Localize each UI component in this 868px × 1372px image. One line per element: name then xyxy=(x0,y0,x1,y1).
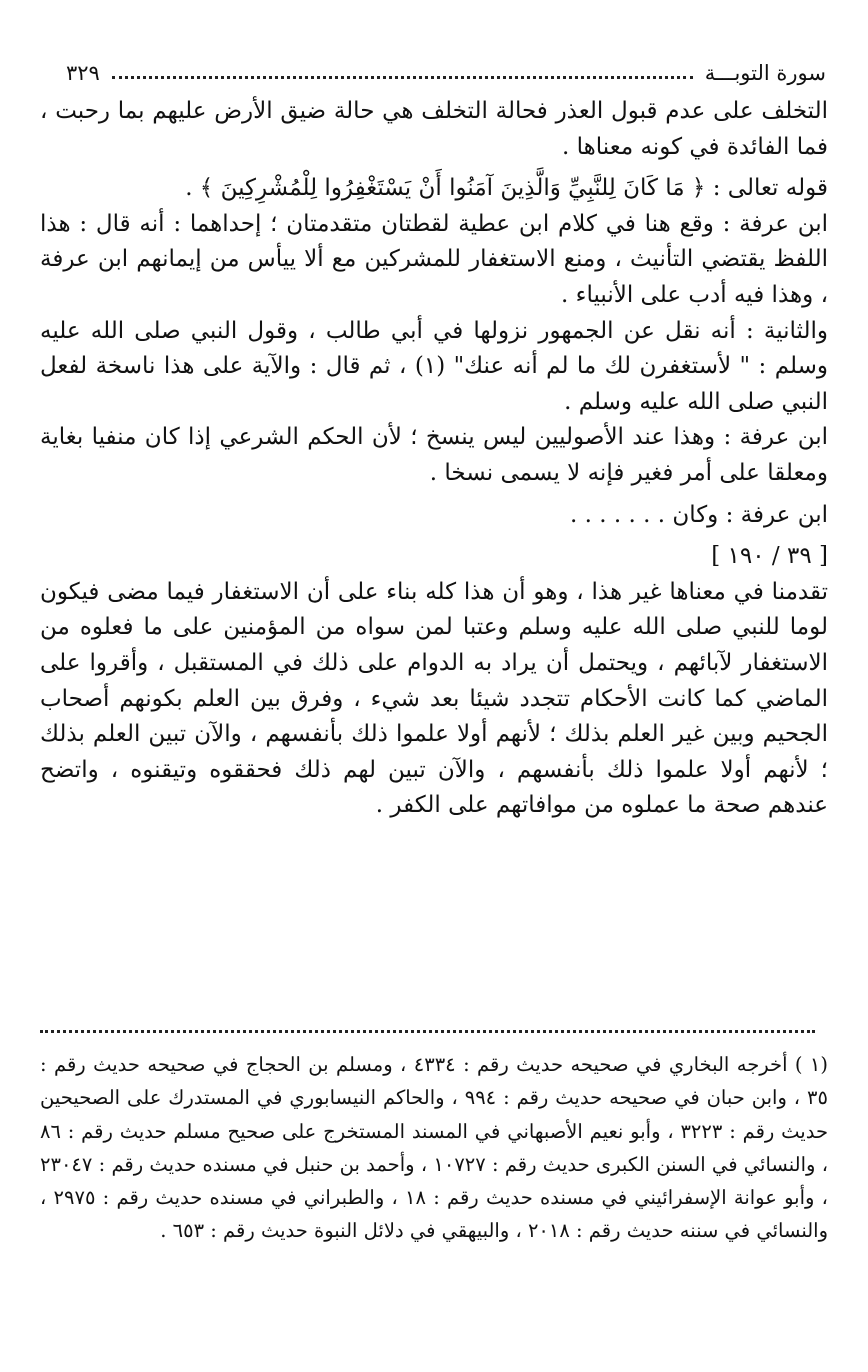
paragraph-commentary: تقدمنا في معناها غير هذا ، وهو أن هذا كله بناء على أن الاستغفار فيما مضى فيكون لوما للنبي صلى الله عليه وسلم وعتبا لمن سواه من المؤمنين على ما فعلوه من الاستغفار لآبائهم ، ويحتمل أن يراد به الدوام على ذلك في المستقبل ، وأقروا على الماضي كما كانت الأحكام تتجدد شيئا بعد شيء ، وفرق بين العلم بكونهم أصحاب الجحيم وبين غير العلم بذلك ؛ لأنهم أولا علموا ذلك بأنفسهم ، والآن تبين العلم بذلك ؛ لأنهم أولا علموا ذلك بأنفسهم ، والآن تبين لهم ذلك فحققوه وتيقنوه ، واتضح عندهم صحة ما عملوه من موافاتهم على الكفر . xyxy=(40,578,828,819)
page-number: ٣٢٩ xyxy=(66,61,100,85)
paragraph-ibn-arafa-3: ابن عرفة : وكان . . . . . . . xyxy=(569,501,828,528)
paragraph-ibn-arafa-2: ابن عرفة : وهذا عند الأصوليين ليس ينسخ ؛ لأن الحكم الشرعي إذا كان منفيا بغاية ومعلقا على أمر فغير فإنه لا يسمى نسخا . xyxy=(40,424,828,486)
footnote: (١ ) أخرجه البخاري في صحيحه حديث رقم : ٤٣٣٤ ، ومسلم بن الحجاج في صحيحه حديث رقم : ٣٥ ، وابن حبان في صحيحه حديث رقم : ٩٩٤ ، والحاكم النيسابوري في المستدرك على الصحيحين حديث رقم : ٣٢٢٣ ، وأبو نعيم الأصبهاني في المسند المستخرج على صحيح مسلم حديث رقم : ٨٦ ، والنسائي في السنن الكبرى حديث رقم : ١٠٧٢٧ ، وأحمد بن حنبل في مسنده حديث رقم : ٢٣٠٤٧ ، وأبو عوانة الإسفرائيني في مسنده حديث رقم : ١٨ ، والطبراني في مسنده حديث رقم : ٢٩٧٥ ، والنسائي في سننه حديث رقم : ٢٠١٨ ، والبيهقي في دلائل النبوة حديث رقم : ٦٥٣ . xyxy=(40,1053,828,1243)
manuscript-reference: [ ٣٩ / ١٩٠ ] xyxy=(711,543,828,570)
verse-quote: قوله تعالى : ﴿ مَا كَانَ لِلنَّبِيِّ وَالَّذِينَ آمَنُوا أَنْ يَسْتَغْفِرُوا لِلْمُشْرِكِينَ ﴾ . xyxy=(185,175,828,202)
paragraph-ibn-arafa-1: ابن عرفة : وقع هنا في كلام ابن عطية لقطتان متقدمتان ؛ إحداهما : أنه قال : هذا اللفظ يقتضي التأنيث ، ومنع الاستغفار للمشركين مع ألا ييأس من إيمانهم ابن عرفة ، وهذا فيه أدب على الأنبياء . xyxy=(40,210,828,308)
paragraph-1: التخلف على عدم قبول العذر فحالة التخلف هي حالة ضيق الأرض عليهم بما رحبت ، فما الفائدة في كونه معناها . xyxy=(40,98,828,160)
surah-title: سورة التوبـــة xyxy=(704,61,826,85)
running-header xyxy=(66,58,826,88)
paragraph-second-point: والثانية : أنه نقل عن الجمهور نزولها في أبي طالب ، وقول النبي صلى الله عليه وسلم : " لأستغفرن لك ما لم أنه عنك" (١) ، ثم قال : والآية على هذا ناسخة لفعل النبي صلى الله عليه وسلم . xyxy=(40,317,828,415)
main-text xyxy=(40,94,828,824)
header-dotted-leader xyxy=(112,76,693,79)
footnote-separator xyxy=(40,1030,815,1033)
